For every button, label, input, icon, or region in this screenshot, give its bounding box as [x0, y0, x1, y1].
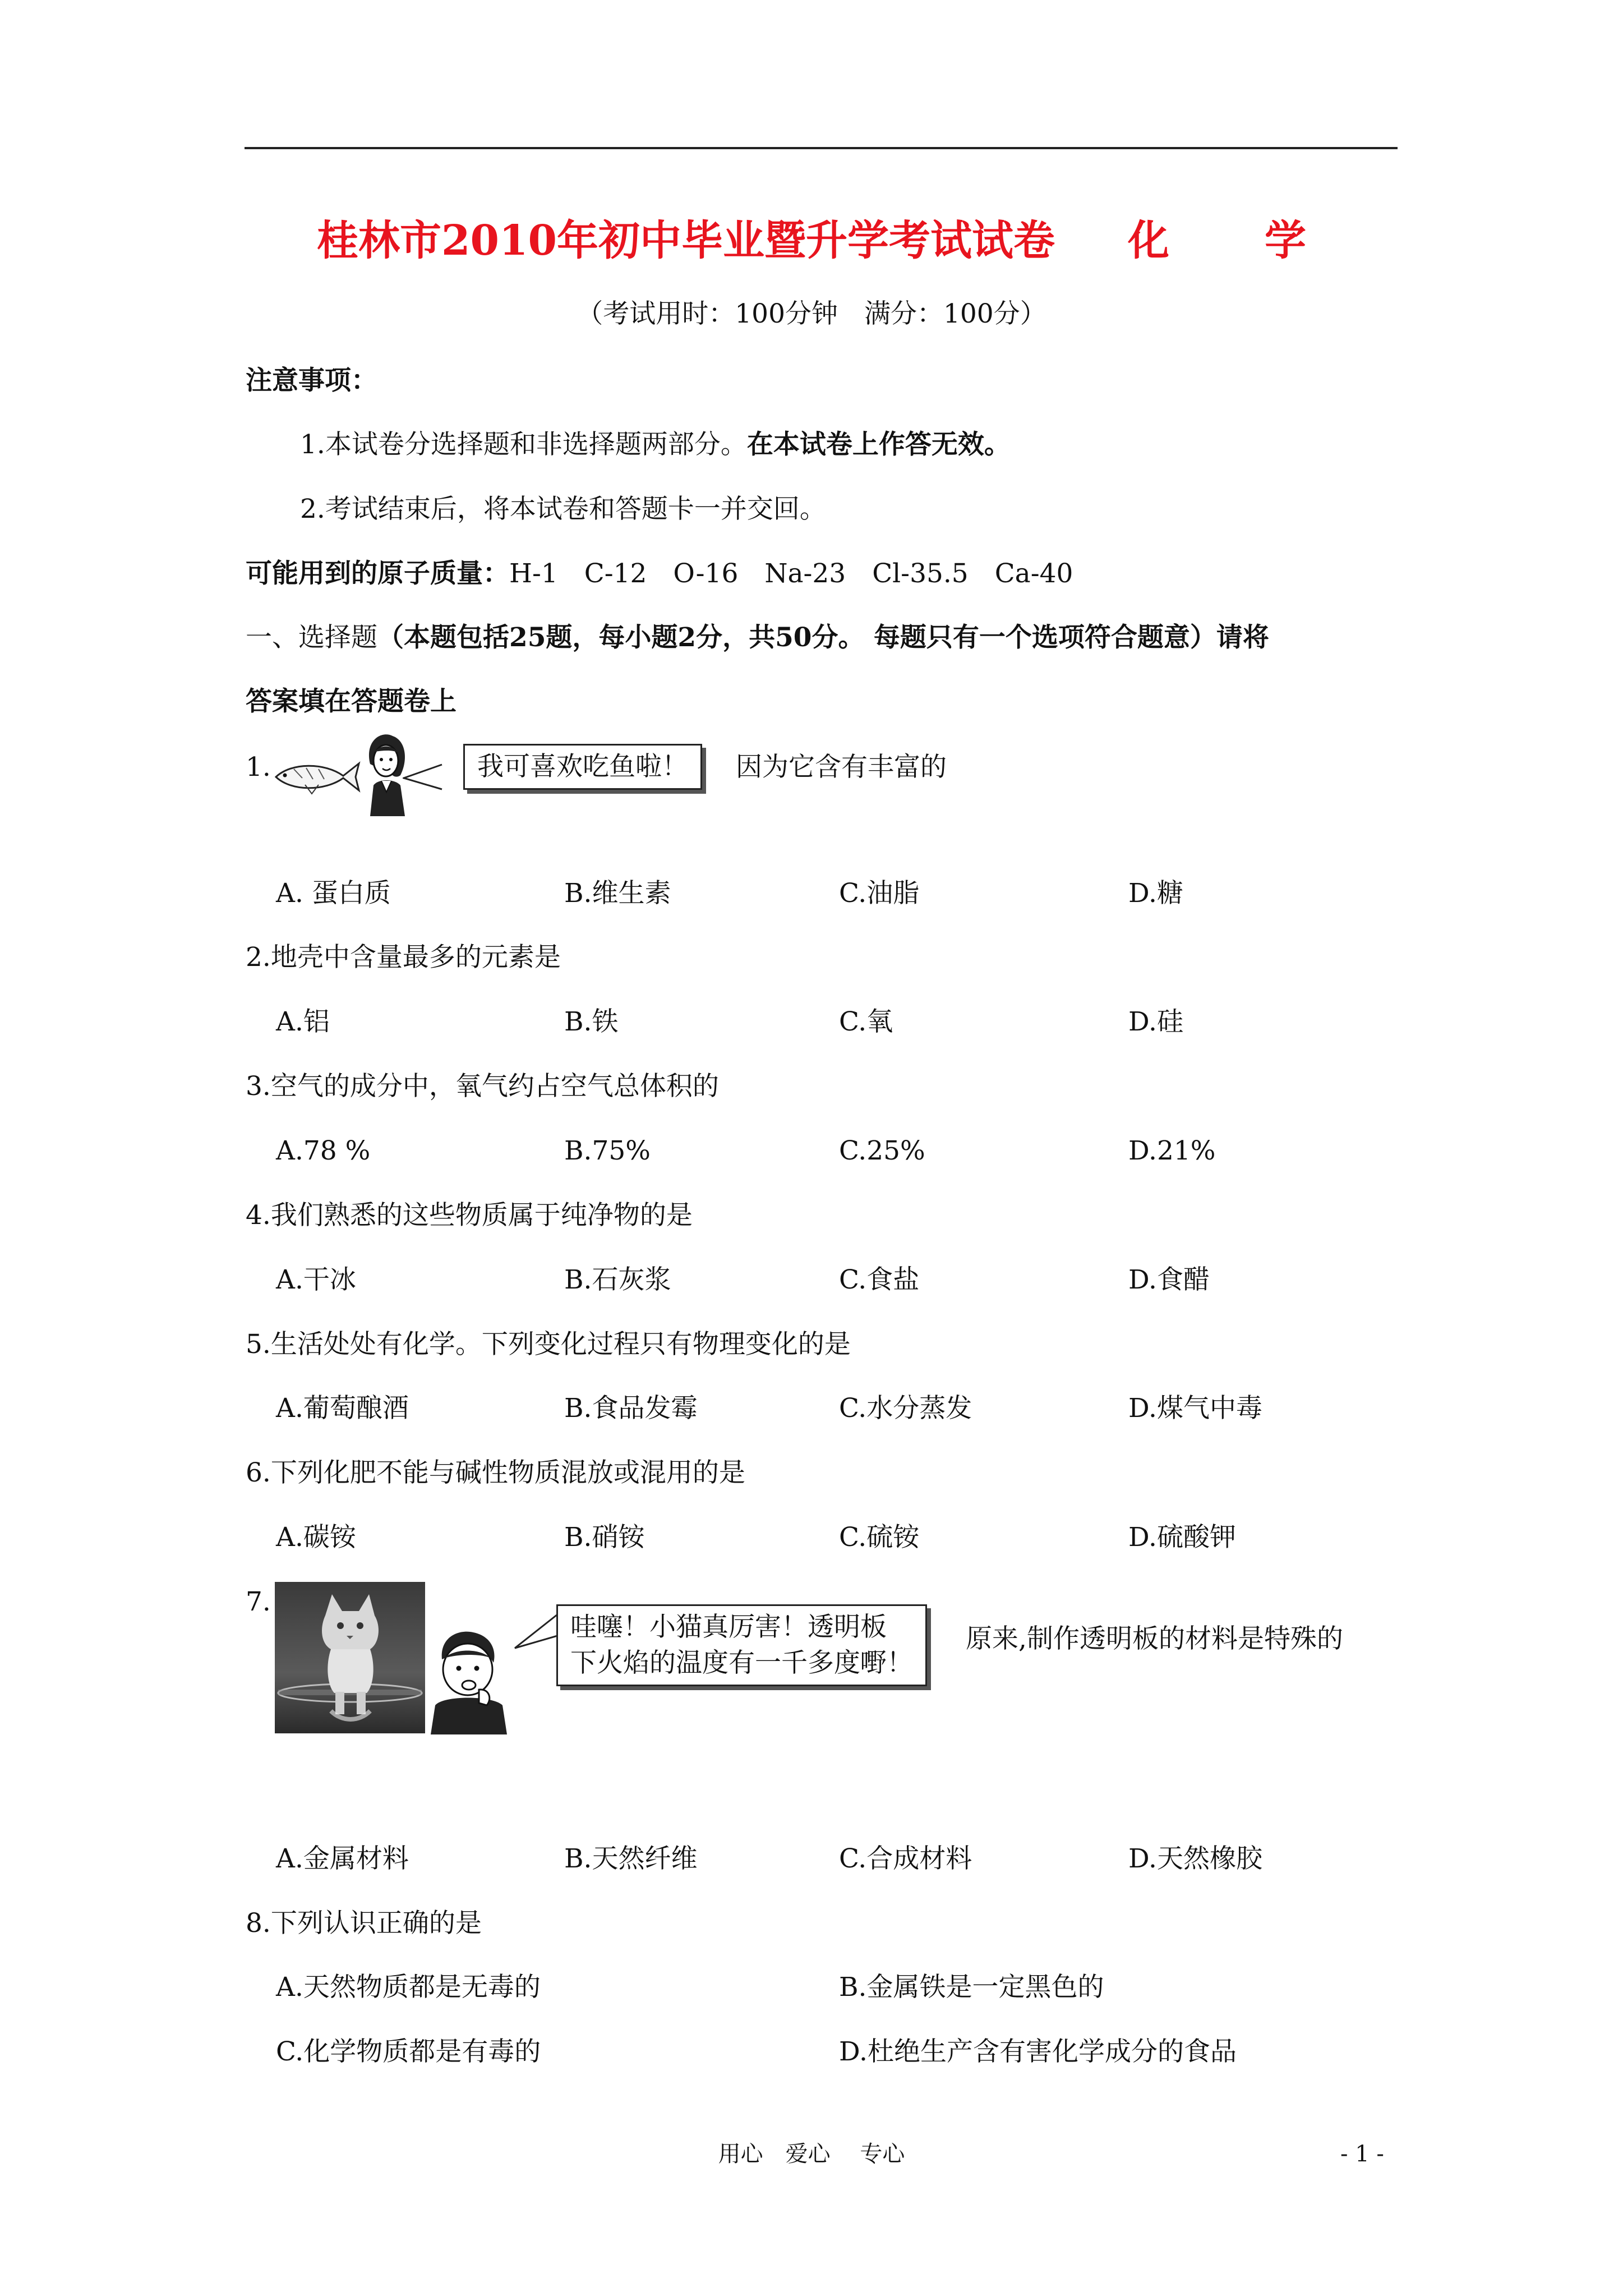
q5-option-a: A.葡萄酿酒	[276, 1393, 409, 1424]
q1-number: 1.	[246, 752, 271, 783]
q4-option-a: A.干冰	[276, 1264, 356, 1295]
q7-option-a: A.金属材料	[276, 1843, 409, 1874]
fish-illustration	[271, 754, 361, 799]
q1-stem: 因为它含有丰富的	[736, 752, 947, 783]
q1-speech-bubble: 我可喜欢吃鱼啦！	[463, 744, 702, 790]
note-item-1-text: 1.本试卷分选择题和非选择题两部分。	[300, 429, 747, 460]
q4-option-d: D.食醋	[1128, 1264, 1210, 1295]
q5-stem: 5.生活处处有化学。下列变化过程只有物理变化的是	[246, 1329, 851, 1360]
q5-option-c: C.水分蒸发	[839, 1393, 972, 1424]
q3-option-a: A.78 %	[276, 1135, 371, 1166]
q6-option-c: C.硫铵	[839, 1522, 920, 1553]
q1-option-a: A. 蛋白质	[276, 878, 391, 909]
q7-speech-bubble	[556, 1604, 927, 1686]
q3-option-b: B.75%	[564, 1135, 651, 1166]
page-title	[0, 215, 1623, 266]
section1-instructions-1: （本题包括25题，每小题2分，共50分。 每题只有一个选项符合题意）请将	[377, 622, 1269, 653]
q5-option-d: D.煤气中毒	[1128, 1393, 1262, 1424]
title-subject-1: 化	[1127, 217, 1169, 265]
q3-option-c: C.25%	[839, 1135, 925, 1166]
q4-stem: 4.我们熟悉的这些物质属于纯净物的是	[246, 1200, 693, 1231]
q1-option-c: C.油脂	[839, 878, 920, 909]
speech-pointer	[514, 1611, 559, 1656]
header-rule	[245, 147, 1398, 149]
speech-pointer	[403, 760, 443, 794]
title-subject-2: 学	[1264, 217, 1306, 265]
q1-option-b: B.维生素	[564, 878, 671, 909]
q6-option-b: B.硝铵	[564, 1522, 645, 1553]
q1-option-d: D.糖	[1128, 878, 1183, 909]
atomic-masses	[246, 557, 1073, 591]
note-item-1	[300, 428, 1011, 462]
q2-stem: 2.地壳中含量最多的元素是	[246, 942, 561, 973]
q3-stem: 3.空气的成分中，氧气约占空气总体积的	[246, 1071, 719, 1102]
q7-option-b: B.天然纤维	[564, 1843, 698, 1874]
q8-option-c: C.化学物质都是有毒的	[276, 2036, 541, 2067]
page-number: - 1 -	[1340, 2141, 1384, 2167]
atomic-label: 可能用到的原子质量：	[246, 558, 509, 589]
q8-option-d: D.杜绝生产含有害化学成分的食品	[839, 2036, 1237, 2067]
q2-option-c: C.氧	[839, 1006, 893, 1037]
q2-option-b: B.铁	[564, 1006, 619, 1037]
section1-prefix: 一、选择题	[246, 622, 377, 653]
q8-option-a: A.天然物质都是无毒的	[276, 1972, 541, 2003]
q3-option-d: D.21%	[1128, 1135, 1216, 1166]
q4-option-c: C.食盐	[839, 1264, 920, 1295]
note-item-2: 2.考试结束后，将本试卷和答题卡一并交回。	[300, 494, 826, 524]
q6-stem: 6.下列化肥不能与碱性物质混放或混用的是	[246, 1457, 745, 1488]
q6-option-a: A.碳铵	[276, 1522, 356, 1553]
footer-motto: 用心 爱心 专心	[718, 2141, 905, 2167]
atomic-values: H-1 C-12 O-16 Na-23 Cl-35.5 Ca-40	[509, 558, 1073, 589]
q7-number: 7.	[246, 1586, 271, 1617]
q2-option-d: D.硅	[1128, 1006, 1183, 1037]
section1-instructions-2: 答案填在答题卷上	[246, 686, 457, 717]
q4-option-b: B.石灰浆	[564, 1264, 671, 1295]
title-main: 桂林市2010年初中毕业暨升学考试试卷	[317, 217, 1055, 265]
section1-heading	[246, 621, 1269, 655]
q7-option-d: D.天然橡胶	[1128, 1843, 1262, 1874]
q5-option-b: B.食品发霉	[564, 1393, 698, 1424]
exam-info: （考试用时：100分钟 满分：100分）	[577, 298, 1046, 329]
q8-stem: 8.下列认识正确的是	[246, 1908, 482, 1939]
q7-stem: 原来,制作透明板的材料是特殊的	[966, 1623, 1343, 1654]
q8-option-b: B.金属铁是一定黑色的	[839, 1972, 1104, 2003]
q6-option-d: D.硫酸钾	[1128, 1522, 1236, 1553]
q7-bubble-line-2: 下火焰的温度有一千多度嘢！	[570, 1648, 913, 1678]
q7-bubble-line-1: 哇噻！小猫真厉害！透明板	[570, 1612, 887, 1642]
cat-photo	[275, 1582, 425, 1733]
q2-option-a: A.铝	[276, 1006, 330, 1037]
q7-option-c: C.合成材料	[839, 1843, 972, 1874]
notes-heading: 注意事项：	[246, 365, 377, 396]
boy-illustration	[425, 1627, 515, 1734]
note-item-1-bold: 在本试卷上作答无效。	[746, 429, 1011, 460]
